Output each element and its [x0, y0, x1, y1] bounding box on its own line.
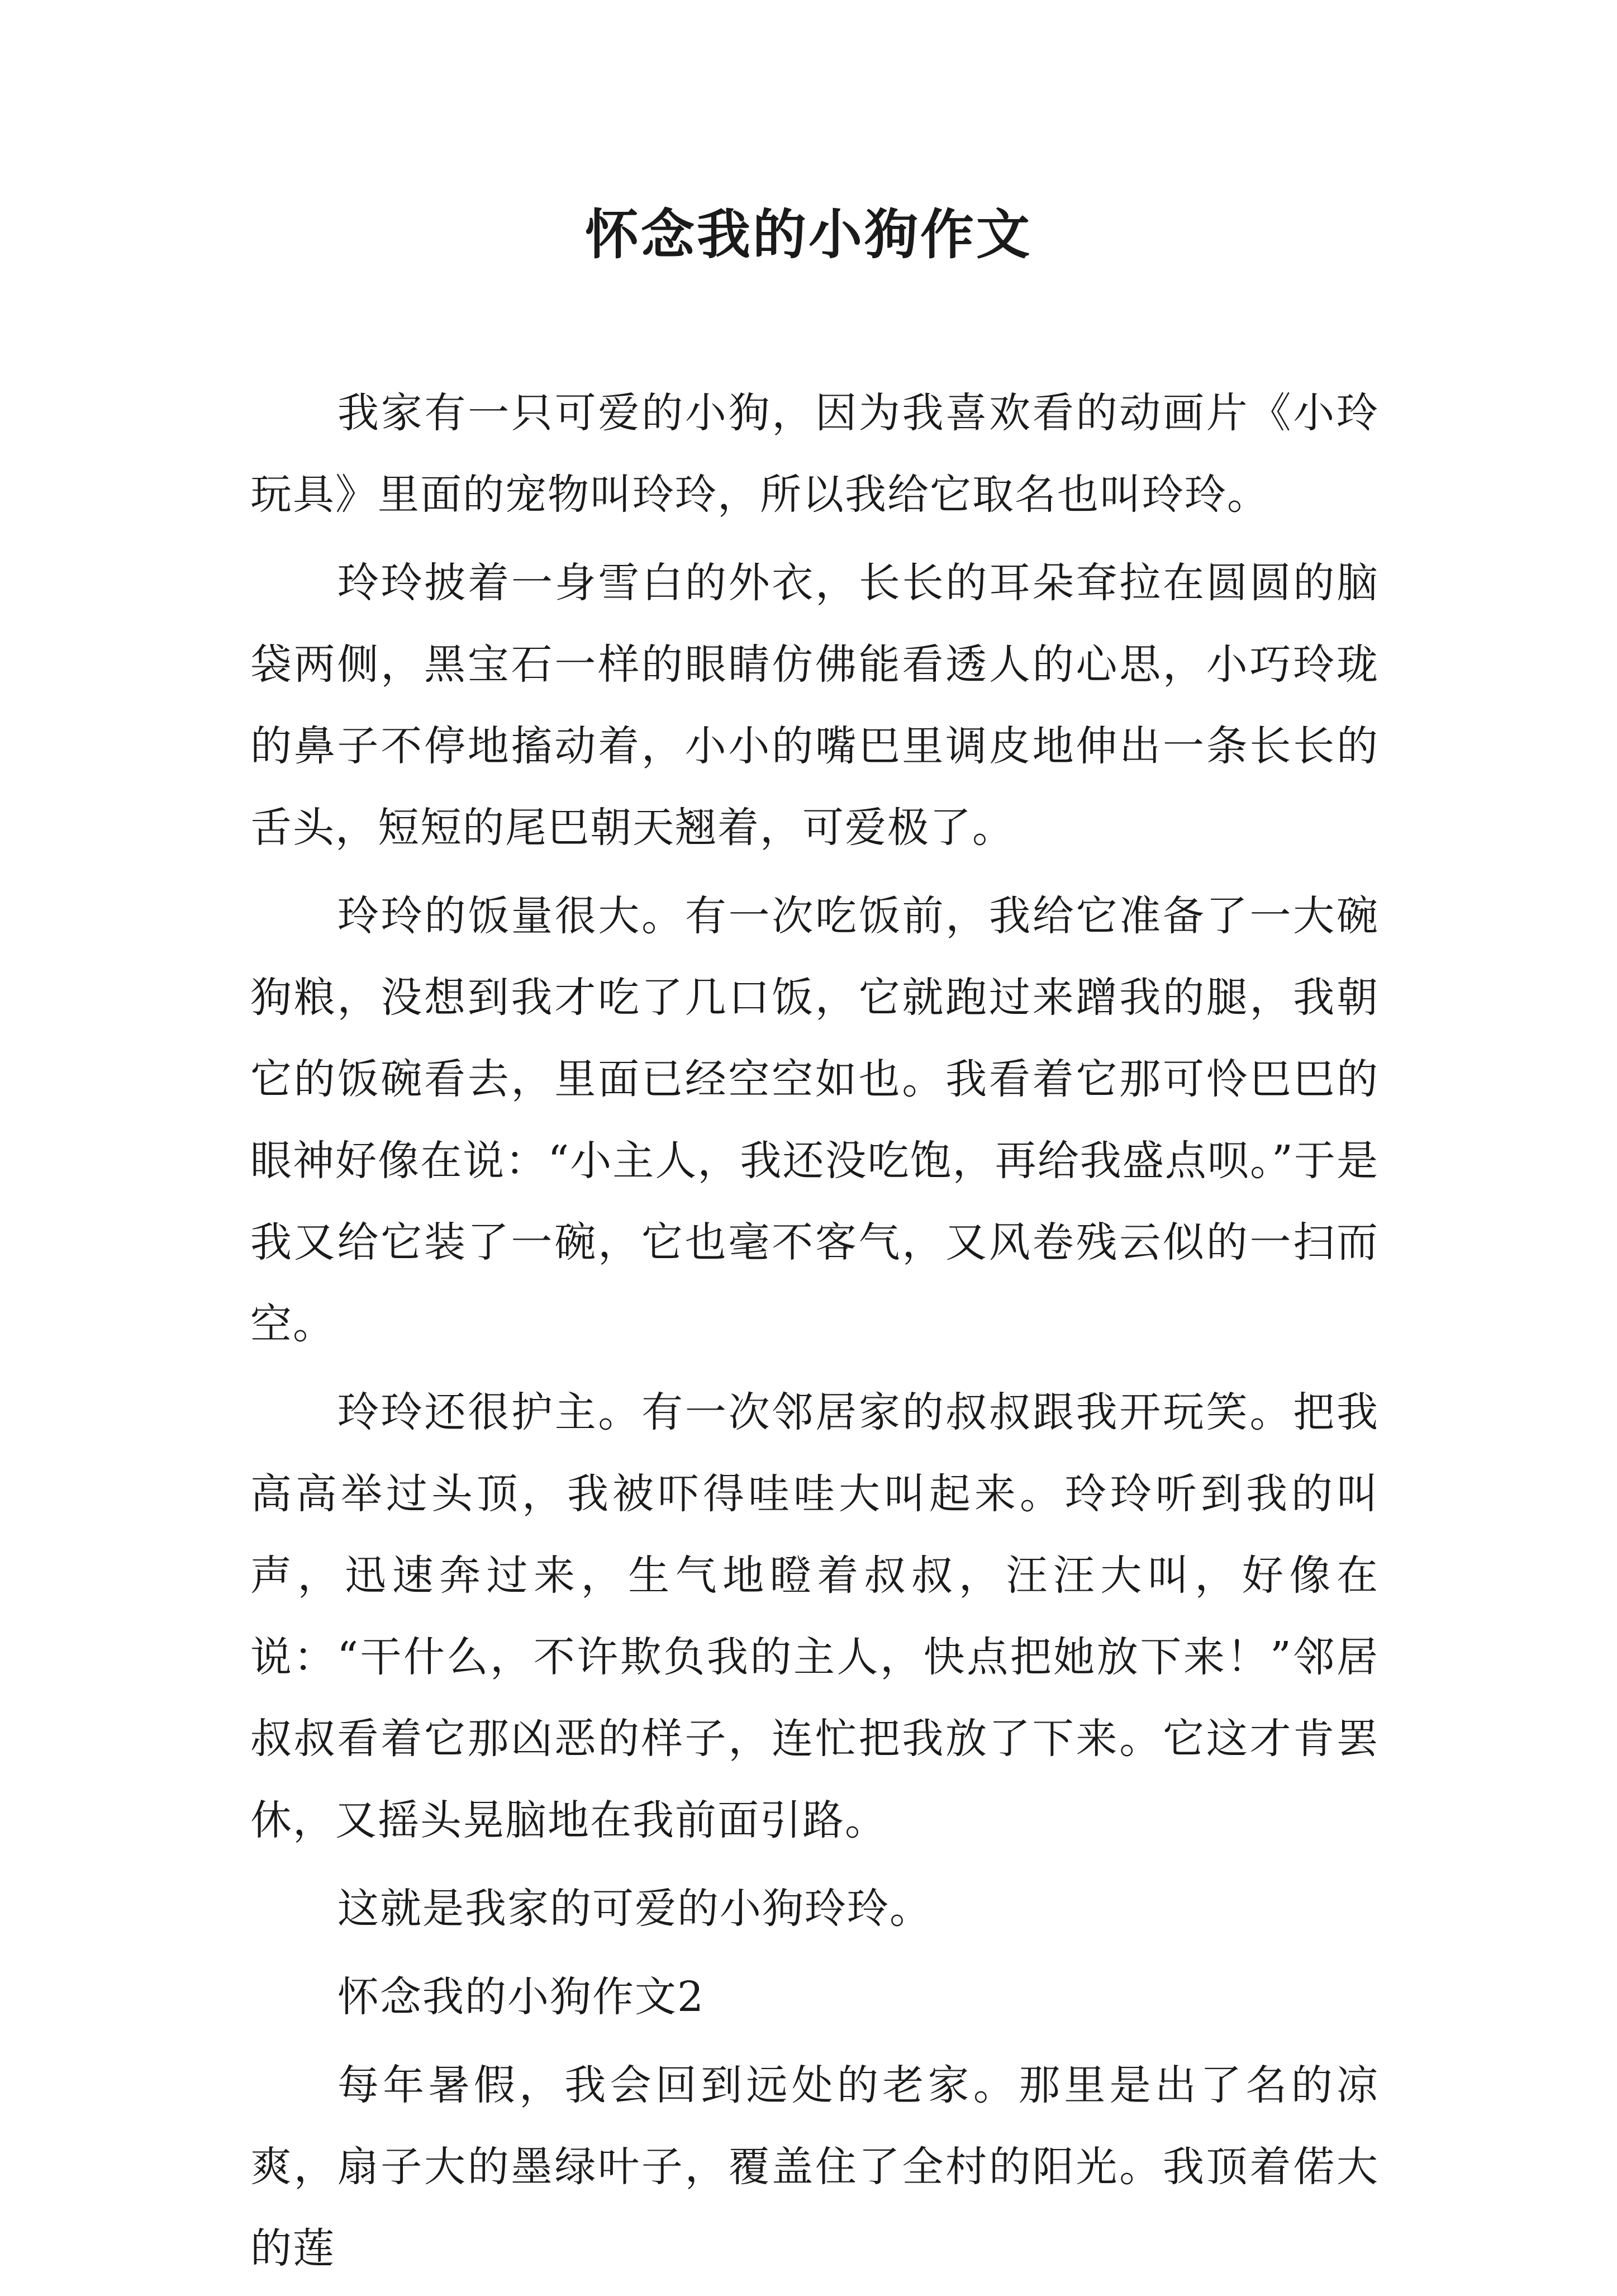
section-heading-2: 怀念我的小狗作文2	[337, 1973, 705, 2021]
paragraph-appetite: 玲玲的饭量很大。有一次吃饭前，我给它准备了一大碗狗粮，没想到我才吃了几口饭，它就跑过来蹭我的腿，我朝它的饭碗看去，里面已经空空如也。我看着它那可怜巴巴的眼神好像在说：“小主人，我还没吃饱，再给我盛点呗。”于是我又给它装了一碗，它也毫不客气，又风卷残云似的一扫而空。	[250, 892, 1379, 1348]
document-title: 怀念我的小狗作文	[585, 203, 1032, 266]
paragraph-summer: 每年暑假，我会回到远处的老家。那里是出了名的凉爽，扇子大的墨绿叶子，覆盖住了全村的阳光。我顶着偌大的莲	[250, 2061, 1379, 2273]
paragraph-intro: 我家有一只可爱的小狗，因为我喜欢看的动画片《小玲玩具》里面的宠物叫玲玲，所以我给它取名也叫玲玲。	[250, 389, 1379, 519]
paragraph-conclusion: 这就是我家的可爱的小狗玲玲。	[337, 1885, 932, 1933]
paragraph-protective: 玲玲还很护主。有一次邻居家的叔叔跟我开玩笑。把我高高举过头顶，我被吓得哇哇大叫起来。玲玲听到我的叫声，迅速奔过来，生气地瞪着叔叔，汪汪大叫，好像在说：“干什么，不许欺负我的主人，快点把她放下来！”邻居叔叔看着它那凶恶的样子，连忙把我放了下来。它这才肯罢休，又摇头晃脑地在我前面引路。	[250, 1388, 1379, 1844]
document-body	[250, 372, 1379, 2296]
paragraph-appearance: 玲玲披着一身雪白的外衣，长长的耳朵耷拉在圆圆的脑袋两侧，黑宝石一样的眼睛仿佛能看透人的心思，小巧玲珑的鼻子不停地搐动着，小小的嘴巴里调皮地伸出一条长长的舌头，短短的尾巴朝天翘着，可爱极了。	[250, 559, 1379, 852]
